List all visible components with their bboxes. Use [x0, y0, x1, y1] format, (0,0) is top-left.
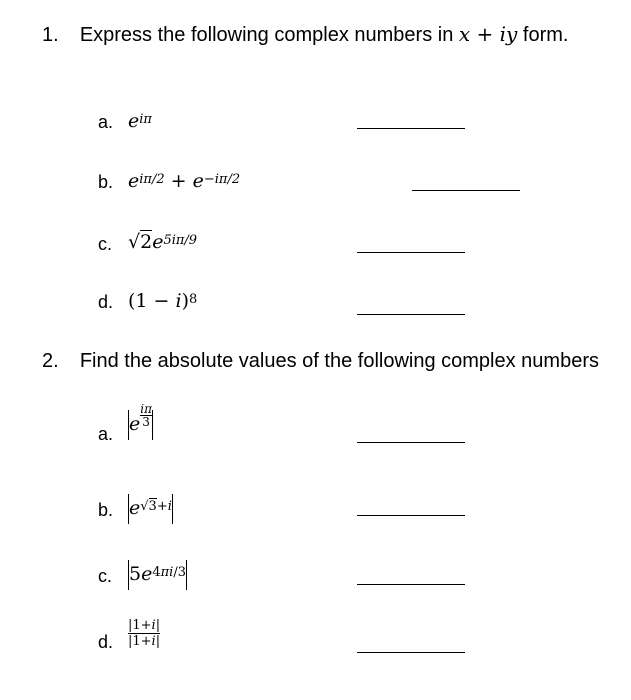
- q2-item-c-expr: $5e^{4\pi i/3}$: [128, 560, 187, 590]
- q1-item-c-expr: $√2e^{5i\pi/9}$: [128, 231, 198, 253]
- q2-item-b-label: b.: [98, 500, 114, 520]
- q1-item-b-answer-blank[interactable]: [412, 190, 520, 191]
- q2-item-d-expr: $\frac{|1+i|}{|1+i|}$: [128, 618, 161, 649]
- q2-item-d-label: d.: [98, 632, 114, 652]
- question-1-title: [42, 22, 568, 47]
- q1-item-d-answer-blank[interactable]: [357, 314, 465, 315]
- question-2-prompt: Find the absolute values of the following complex numbers: [79, 350, 599, 372]
- q1-item-c-answer-blank[interactable]: [357, 252, 465, 253]
- q1-item-d-expr: $(1 - i)^8$: [128, 290, 198, 312]
- question-1-prompt-math: x + iy: [458, 22, 518, 46]
- question-1-prompt-pre: Express the following complex numbers in: [79, 24, 454, 46]
- q2-item-a-answer-blank[interactable]: [357, 442, 465, 443]
- question-2-title: [42, 350, 599, 373]
- q1-item-b-label: b.: [98, 172, 114, 192]
- question-2-number: 2.: [42, 350, 59, 372]
- q2-item-d-answer-blank[interactable]: [357, 652, 465, 653]
- q1-item-a-label: a.: [98, 112, 114, 132]
- q1-item-b-expr: $e^{i\pi/2} + e^{-i\pi/2}$: [128, 170, 241, 192]
- q2-item-b-expr: $e^{√3+i}$: [128, 494, 173, 524]
- question-1-number: 1.: [42, 24, 59, 46]
- q2-item-a-expr: e $\frac{i\pi}{3}$: [128, 410, 153, 440]
- q2-item-a-label: a.: [98, 424, 114, 444]
- q1-item-a-answer-blank[interactable]: [357, 128, 465, 129]
- q1-item-d-label: d.: [98, 292, 114, 312]
- q1-item-c-label: c.: [98, 234, 113, 254]
- question-1-prompt-post: form.: [522, 24, 569, 46]
- q2-item-c-label: c.: [98, 566, 113, 586]
- q2-item-b-answer-blank[interactable]: [357, 515, 465, 516]
- q1-item-a-expr: $e^{i\pi}$: [128, 110, 152, 132]
- q2-item-c-answer-blank[interactable]: [357, 584, 465, 585]
